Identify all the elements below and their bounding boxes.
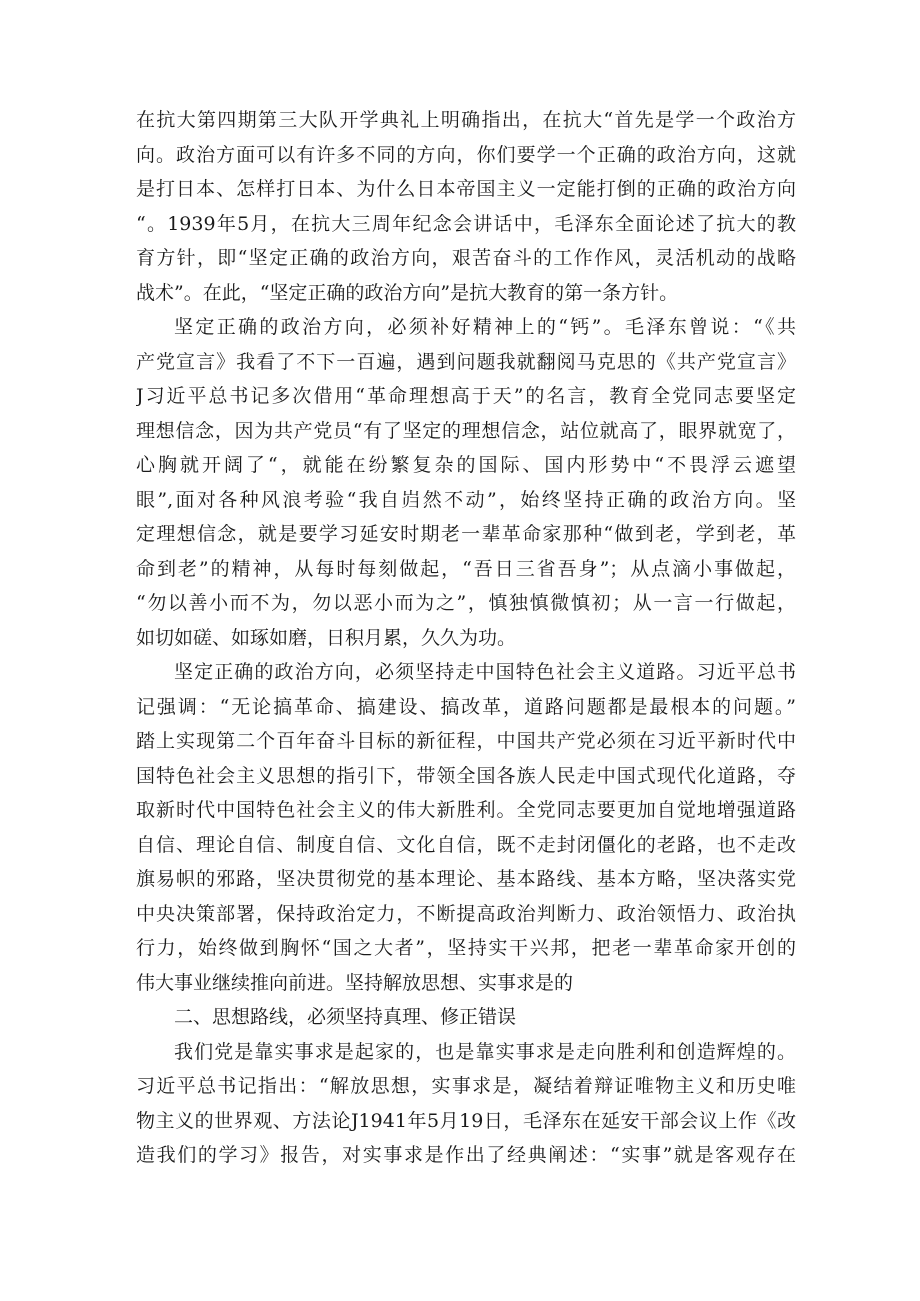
text-line: 国特色社会主义思想的指引下，带领全国各族人民走中国式现代化道路，夺 [136,764,796,787]
paragraph-socialist-road [136,655,796,1000]
text-line: 中央决策部署，保持政治定力，不断提高政治判断力、政治领悟力、政治执 [136,902,796,925]
text-line: 向。政治方面可以有许多不同的方向，你们要学一个正确的政治方向，这就 [136,143,796,166]
text-line: 如切如磋、如琢如磨，日积月累，久久为功。 [136,626,517,649]
text-line: “。1939年5月，在抗大三周年纪念会讲话中，毛泽东全面论述了抗大的教 [136,212,796,235]
paragraph-kangda-education [136,103,796,310]
text-line: 战术”。在此，“坚定正确的政治方向”是抗大教育的第一条方针。 [136,281,679,304]
text-line: 取新时代中国特色社会主义的伟大新胜利。全党同志要更加自觉地增强道路 [136,799,796,821]
text-line: 伟大事业继续推向前进。坚持解放思想、实事求是的 [136,971,574,994]
text-line: J习近平总书记多次借用“革命理想高于天”的名言，教育全党同志要坚定 [136,385,796,407]
text-line: 造我们的学习》报告，对实事求是作出了经典阐述：“实事”就是客观存在 [136,1144,796,1166]
text-line: 行力，始终做到胸怀“国之大者”，坚持实干兴邦，把老一辈革命家开创的 [136,937,796,959]
text-line: 心胸就开阔了“，就能在纷繁复杂的国际、国内形势中“不畏浮云遮望 [136,454,796,476]
text-line: 旗易帜的邪路，坚决贯彻党的基本理论、基本路线、基本方略，坚决落实党 [136,868,796,890]
text-line: 定理想信念，就是要学习延安时期老一辈革命家那种“做到老，学到老，革 [136,523,796,545]
text-line: 是打日本、怎样打日本、为什么日本帝国主义一定能打倒的正确的政治方向 [136,178,796,200]
text-line: 坚定正确的政治方向，必须补好精神上的“钙”。毛泽东曾说：“《共 [174,316,796,338]
text-line: 习近平总书记指出：“解放思想，实事求是，凝结着辩证唯物主义和历史唯 [136,1075,796,1097]
text-line: 物主义的世界观、方法论J1941年5月19日，毛泽东在延安干部会议上作《改 [136,1109,796,1132]
text-line: 产党宣言》我看了不下一百遍，遇到问题我就翻阅马克思的《共产党宣言》 [136,350,796,373]
text-line: 记强调：“无论搞革命、搞建设、搞改革，道路问题都是最根本的问题。” [136,695,796,718]
text-line: 育方针，即“坚定正确的政治方向，艰苦奋斗的工作作风，灵活机动的战略 [136,247,796,269]
text-line: 坚定正确的政治方向，必须坚持走中国特色社会主义道路。习近平总书 [174,661,796,683]
text-line: 在抗大第四期第三大队开学典礼上明确指出，在抗大“首先是学一个政治方 [136,109,796,131]
section-heading: 二、思想路线，必须坚持真理、修正错误 [174,1006,517,1028]
text-line: 理想信念，因为共产党员“有了坚定的理想信念，站位就高了，眼界就宽了， [136,419,796,442]
text-line: “勿以善小而不为，勿以恶小而为之”，慎独慎微慎初；从一言一行做起， [136,592,796,614]
text-line: 命到老”的精神，从每时每刻做起，“吾日三省吾身”；从点滴小事做起， [136,557,796,580]
text-line: 踏上实现第二个百年奋斗目标的新征程，中国共产党必须在习近平新时代中 [136,730,796,752]
document-page [136,103,796,1173]
paragraph-seek-truth [136,1035,796,1173]
text-line: 我们党是靠实事求是起家的，也是靠实事求是走向胜利和创造辉煌的。 [174,1040,796,1063]
text-line: 自信、理论自信、制度自信、文化自信，既不走封闭僵化的老路，也不走改 [136,833,796,856]
paragraph-spiritual-calcium [136,310,796,655]
text-line: 眼”,面对各种风浪考验“我自岿然不动”，始终坚持正确的政治方向。坚 [136,488,796,511]
